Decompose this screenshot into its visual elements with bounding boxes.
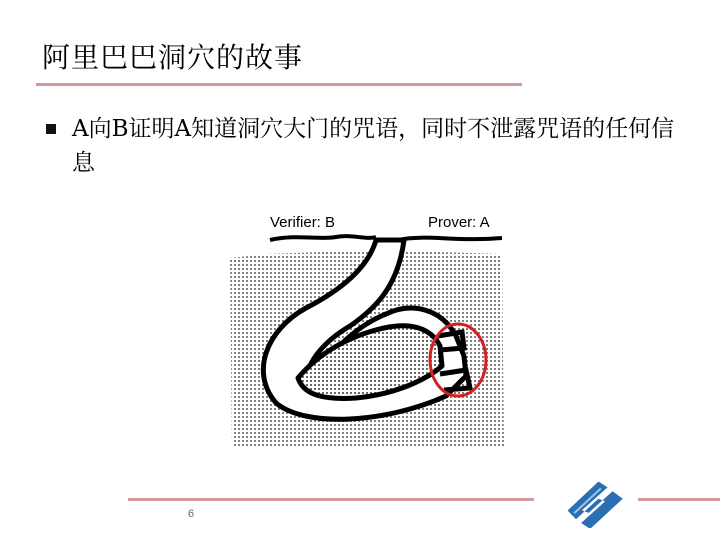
slide-title: 阿里巴巴洞穴的故事 [42,41,304,74]
prover-label: Prover: A [428,214,490,231]
bullet-text: A向B证明A知道洞穴大门的咒语，同时不泄露咒语的任何信息 [72,116,675,176]
cave-diagram [226,228,506,450]
university-logo-icon [554,478,634,528]
footer-rule-left [128,498,534,501]
page-number: 6 [188,508,195,520]
title-underline [36,83,522,86]
bullet-square-icon [46,124,56,134]
verifier-label: Verifier: B [270,214,336,231]
footer-rule-right [638,498,720,501]
